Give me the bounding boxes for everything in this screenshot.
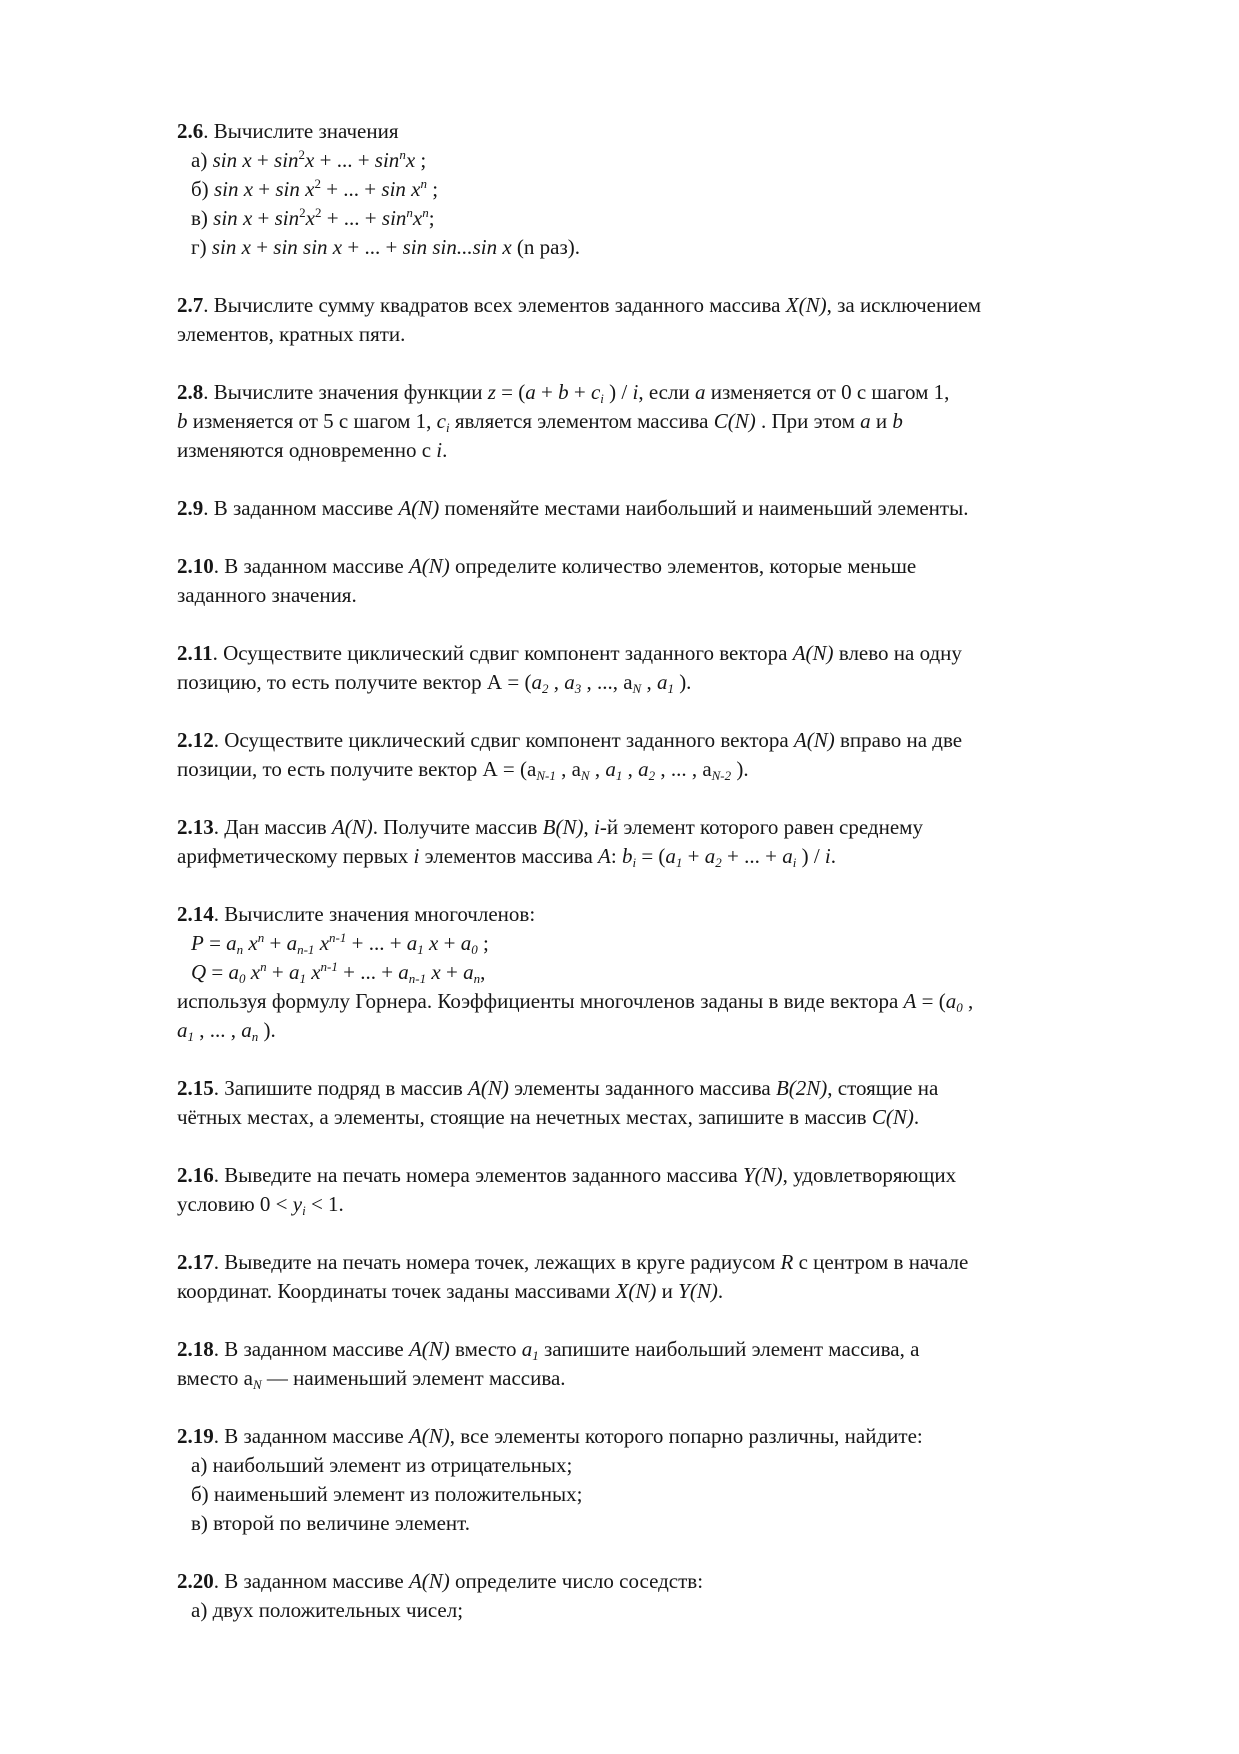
problem-list xyxy=(177,117,1157,1654)
problem-2-12 xyxy=(177,726,1157,784)
problem-statement: 2.13. Дан массив A(N). Получите массив B(N), i-й элемент которого равен среднему xyxy=(177,815,923,839)
problem-line: $Q = a_0$ $x^n + a_1$ $x^{n-1}$ + ... + $a_{n-1}$ $x + a_n$, xyxy=(191,959,486,986)
problem-statement: 2.10. В заданном массиве A(N) определите количество элементов, которые меньше xyxy=(177,554,917,578)
problem-2-18 xyxy=(177,1335,1157,1393)
problem-line: условию $0 < y_i < 1$. xyxy=(177,1192,344,1218)
problem-2-6 xyxy=(177,117,1157,262)
problem-line: используя формулу Горнера. Коэффициенты многочленов заданы в виде вектора $A = (a_0$ , xyxy=(177,989,974,1015)
problem-line: элементов, кратных пяти. xyxy=(177,322,406,346)
problem-line: б) наименьший элемент из положительных; xyxy=(191,1482,583,1506)
problem-2-19 xyxy=(177,1422,1157,1538)
problem-statement: 2.12. Осуществите циклический сдвиг компонент заданного вектора A(N) вправо на две xyxy=(177,728,963,752)
problem-statement: 2.11. Осуществите циклический сдвиг компонент заданного вектора A(N) влево на одну xyxy=(177,641,962,665)
problem-2-9 xyxy=(177,494,1157,523)
problem-line: б) $\sin x + \sin x^2$ + ... + $\sin x^n$ ; xyxy=(191,176,439,201)
problem-statement: 2.17. Выведите на печать номера точек, лежащих в круге радиусом R с центром в начале xyxy=(177,1250,969,1274)
problem-line: чётных местах, а элементы, стоящие на нечетных местах, запишите в массив C(N). xyxy=(177,1105,920,1129)
problem-statement: 2.7. Вычислите сумму квадратов всех элементов заданного массива X(N), за исключением xyxy=(177,293,982,317)
problem-line: в) второй по величине элемент. xyxy=(191,1511,470,1535)
problem-2-14 xyxy=(177,900,1157,1045)
problem-2-16 xyxy=(177,1161,1157,1219)
problem-statement: 2.8. Вычислите значения функции $z = (a + b + c_i$ ) / i, если a изменяется от 0 с шагом 1, xyxy=(177,380,950,406)
problem-line: вместо $a_N$ — наименьший элемент массива. xyxy=(177,1366,566,1392)
problem-line: в) $\sin x + \sin^2x^2$ + ... + $\sin^nx^n$; xyxy=(191,205,435,230)
problem-statement: 2.20. В заданном массиве A(N) определите число соседств: xyxy=(177,1569,704,1593)
problem-2-17 xyxy=(177,1248,1157,1306)
problem-line: изменяются одновременно с i. xyxy=(177,438,448,462)
problem-line: $a_1$ , ... , $a_n$ ). xyxy=(177,1018,276,1044)
problem-line: $P = a_n$ $x^n + a_{n-1}$ $x^{n-1}$ + ... + $a_1$ $x + a_0$ ; xyxy=(191,930,489,957)
problem-line: арифметическому первых i элементов массива A: $b_i = (a_1 + a_2$ + ... + $a_i$ ) / i. xyxy=(177,844,836,870)
problem-2-15 xyxy=(177,1074,1157,1132)
problem-line: координат. Координаты точек заданы массивами X(N) и Y(N). xyxy=(177,1279,724,1303)
problem-line: а) наибольший элемент из отрицательных; xyxy=(191,1453,573,1477)
problem-2-20 xyxy=(177,1567,1157,1625)
problem-statement: 2.16. Выведите на печать номера элементов заданного массива Y(N), удовлетворяющих xyxy=(177,1163,957,1187)
problem-2-7 xyxy=(177,291,1157,349)
problem-2-8 xyxy=(177,378,1157,465)
problem-2-10 xyxy=(177,552,1157,610)
problem-statement: 2.18. В заданном массиве A(N) вместо $a_1$ запишите наибольший элемент массива, а xyxy=(177,1337,920,1363)
problem-statement: 2.19. В заданном массиве A(N), все элементы которого попарно различны, найдите: xyxy=(177,1424,923,1448)
problem-line: позиции, то есть получите вектор $А = (a_{N-1}$ , $a_N$ , $a_1$ , $a_2$ , ... , $a_{N-2}$ ). xyxy=(177,757,749,783)
problem-2-11 xyxy=(177,639,1157,697)
problem-statement: 2.14. Вычислите значения многочленов: xyxy=(177,902,536,926)
problem-line: а) двух положительных чисел; xyxy=(191,1598,464,1622)
problem-statement: 2.9. В заданном массиве A(N) поменяйте местами наибольший и наименьший элементы. xyxy=(177,496,969,520)
problem-line: b изменяется от 5 с шагом 1, $c_i$ является элементом массива C(N) . При этом a и b xyxy=(177,409,903,435)
problem-line: позицию, то есть получите вектор $А = (a_2$ , $a_3$ , ..., $a_N$ , $a_1$ ). xyxy=(177,670,692,696)
problem-line: заданного значения. xyxy=(177,583,357,607)
problem-statement: 2.15. Запишите подряд в массив A(N) элементы заданного массива B(2N), стоящие на xyxy=(177,1076,939,1100)
problem-line: г) sin x + sin sin x + ... + sin sin...sin x (n раз). xyxy=(191,235,581,259)
problem-line: а) $\sin x + \sin^2x$ + ... + $\sin^nx$ ; xyxy=(191,147,427,172)
problem-statement: 2.6. Вычислите значения xyxy=(177,119,399,143)
problem-2-13 xyxy=(177,813,1157,871)
